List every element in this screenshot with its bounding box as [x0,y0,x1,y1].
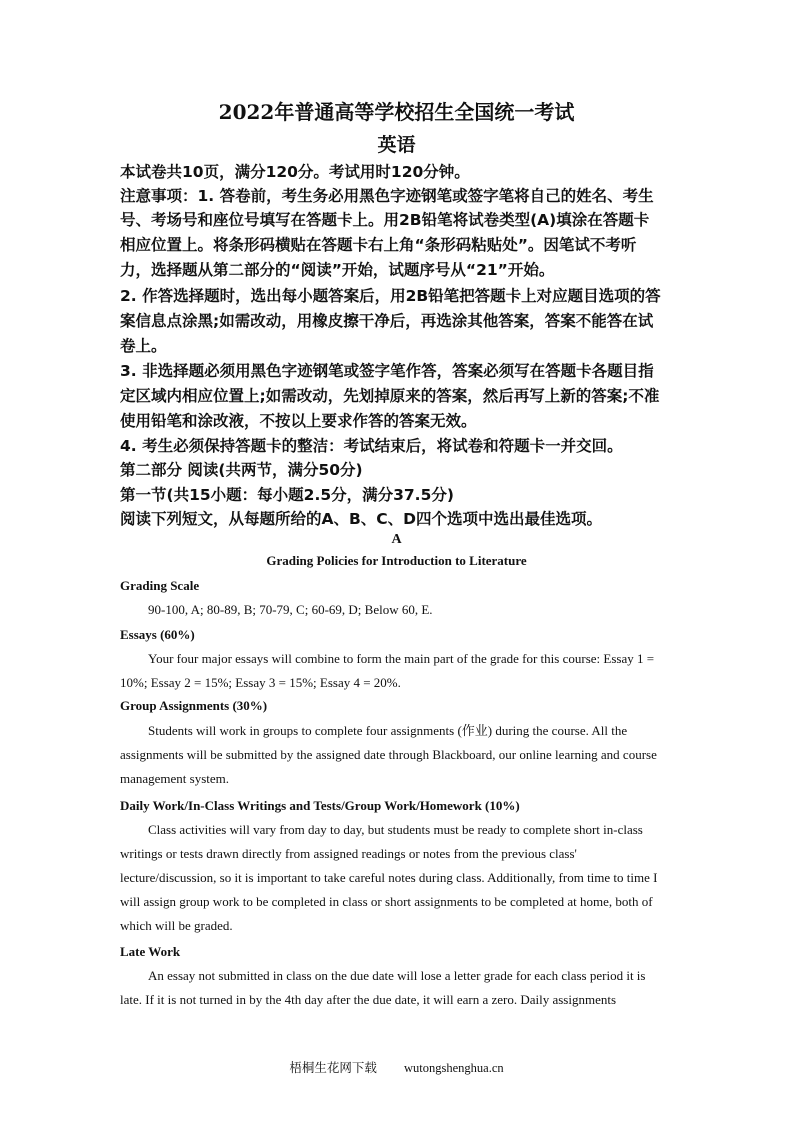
instruction-line: 2. 作答选择题时，选出每小题答案后，用2B铅笔把答题卡上对应题目选项的答 [120,287,661,305]
instruction-line: 4. 考生必须保持答题卡的整洁：考试结束后，将试卷和符题卡一并交回。 [120,437,623,455]
instruction-line: 3. 非选择题必须用黑色字迹钢笔或签字笔作答，答案必须写在答题卡各题目指 [120,362,654,380]
instruction-line: 力，选择题从第二部分的“阅读”开始，试题序号从“21”开始。 [120,261,555,279]
group-assignments-text: Students will work in groups to complete four assignments (作业) during the course. All the assignments will be submitted by the assigned date through Blackboard, our online learning and course management system. [120,723,657,786]
passage-letter: A [391,532,402,547]
daily-work-heading: Daily Work/In-Class Writings and Tests/Group Work/Homework (10%) [120,798,520,813]
essays-text: Your four major essays will combine to form the main part of the grade for this course: Essay 1 = 10%; Essay 2 = 15%; Essay 3 = 15%; Essay 4 = 20%. [120,651,655,690]
instruction-line: 案信息点涂黑;如需改动，用橡皮擦干净后，再选涂其他答案，答案不能答在试 [120,312,654,330]
exam-subject: 英语 [377,134,416,156]
instruction-line: 定区域内相应位置上;如需改动，先划掉原来的答案，然后再写上新的答案;不准 [120,387,660,405]
passage-title: Grading Policies for Introduction to Literature [266,553,527,568]
instruction-line: 注意事项：1. 答卷前，考生务必用黑色字迹钢笔或签字笔将自己的姓名、考生 [120,187,654,205]
group-assignments-heading: Group Assignments (30%) [120,698,268,713]
instruction-line: 号、考场号和座位号填写在答题卡上。用2B铅笔将试卷类型(A)填涂在答题卡 [120,211,650,229]
essays-heading: Essays (60%) [120,627,195,642]
late-work-text: An essay not submitted in class on the due date will lose a letter grade for each class period it is late. If it is not turned in by the 4th day after the due date, it will earn a zero. Daily assignments [120,968,646,1007]
late-work-heading: Late Work [120,944,181,959]
instruction-line: 本试卷共10页，满分120分。考试用时120分钟。 [120,163,470,181]
instruction-line: 相应位置上。将条形码横贴在答题卡右上角“条形码粘贴处”。因笔试不考听 [120,236,637,254]
grading-scale-text: 90-100, A; 80-89, B; 70-79, C; 60-69, D; Below 60, E. [148,602,433,617]
grading-scale-heading: Grading Scale [120,578,200,593]
instruction-line: 卷上。 [120,337,167,355]
exam-title: 2022年普通高等学校招生全国统一考试 [218,100,575,124]
subsection-heading: 第一节(共15小题：每小题2.5分，满分37.5分) [120,486,454,504]
instruction-line: 使用铅笔和涂改液，不按以上要求作答的答案无效。 [120,412,477,430]
footer-site-url[interactable]: wutongshenghua.cn [404,1061,504,1075]
section-heading: 第二部分 阅读(共两节，满分50分) [120,461,363,479]
reading-directions: 阅读下列短文，从每题所给的A、B、C、D四个选项中选出最佳选项。 [120,510,603,528]
footer-site-name: 梧桐生花网下载 [289,1061,377,1075]
page-footer [0,1058,793,1076]
daily-work-text: Class activities will vary from day to day, but students must be ready to complete short in-class writings or tests drawn directly from assigned readings or notes from the previous class' lecture/discussion, so it is important to take careful notes during class. Additionally, from time to time I will assign group work to be completed in class or short assignments to be completed at home, both of which will be graded. [120,822,658,933]
